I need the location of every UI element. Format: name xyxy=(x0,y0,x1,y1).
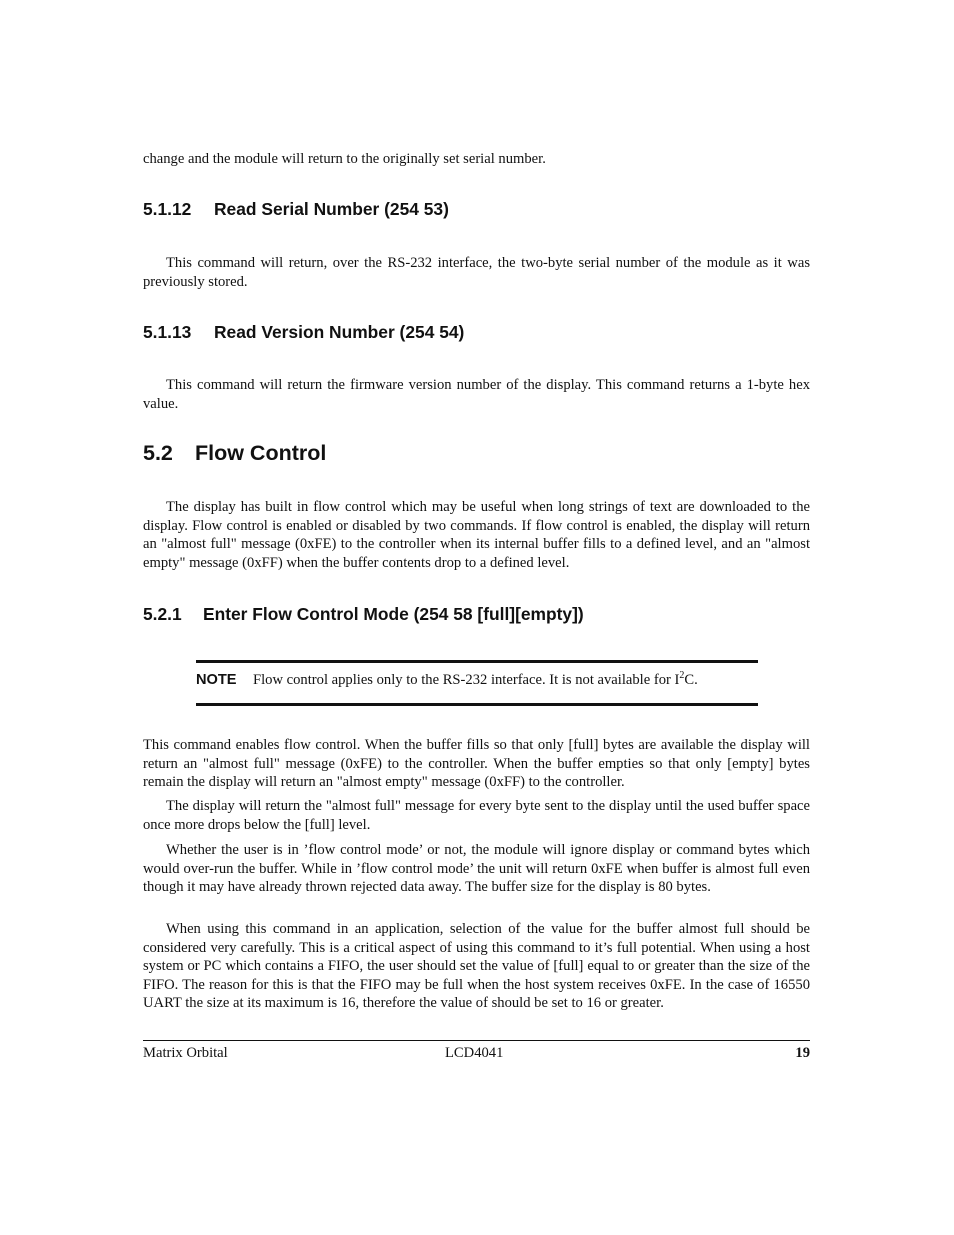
heading-number: 5.1.12 xyxy=(143,199,192,219)
paragraph-5-2-1-c: Whether the user is in ’flow control mode’ or not, the module will ignore display or command bytes which would over-run the buffer. While in ’flow control mode’ the unit will return 0xFE when buffer is almost full even though it may have already thrown rejected data away. The buffer size for the display is 80 bytes. xyxy=(143,842,810,896)
heading-number: 5.1.13 xyxy=(143,322,192,342)
note-label: NOTE xyxy=(196,672,237,688)
heading-title: Enter Flow Control Mode (254 58 [full][empty]) xyxy=(203,604,584,624)
paragraph-5-2-1-a: This command enables flow control. When the buffer fills so that only [full] bytes are available the display will return an "almost full" message (0xFE) to the controller. When the buffer empties so that only [empty] bytes remain the display will return an "almost empty" message (0xFF) to the controller. xyxy=(143,737,810,791)
note-text-pre: Flow control applies only to the RS-232 interface. It is not available for I xyxy=(253,672,680,688)
heading-5-1-13 xyxy=(143,322,464,343)
heading-5-1-12 xyxy=(143,199,449,220)
footer-rule xyxy=(143,1040,810,1041)
heading-number: 5.2 xyxy=(143,441,173,465)
heading-title: Read Serial Number (254 53) xyxy=(214,199,449,219)
paragraph-5-2: The display has built in flow control which may be useful when long strings of text are downloaded to the display. Flow control is enabled or disabled by two commands. If flow control is enabled, the display will return an "almost full" message (0xFE) to the controller when its internal buffer fills to a defined level, and an "almost empty" message (0xFF) when the buffer contents drop to a defined level. xyxy=(143,499,810,571)
heading-title: Read Version Number (254 54) xyxy=(214,322,465,342)
paragraph-5-1-12: This command will return, over the RS-232 interface, the two-byte serial number of the module as it was previously stored. xyxy=(143,255,810,290)
paragraph-5-2-1-d: When using this command in an application, selection of the value for the buffer almost full should be considered very carefully. This is a critical aspect of using this command to it’s full potential. When using a host system or PC which contains a FIFO, the user should set the value of [full] equal to or greater than the size of the FIFO. The reason for this is that the FIFO may be full when the host system receives 0xFE. In the case of 16550 UART the size at its maximum is 16, therefore the value of should be set to 16 or greater. xyxy=(143,921,810,1012)
paragraph-5-1-13: This command will return the firmware version number of the display. This command returns a 1-byte hex value. xyxy=(143,377,810,412)
heading-title: Flow Control xyxy=(195,441,327,465)
footer-center: LCD4041 xyxy=(445,1045,504,1061)
paragraph-5-2-1-b: The display will return the "almost full" message for every byte sent to the display until the used buffer space once more drops below the [full] level. xyxy=(143,798,810,833)
note-superscript: 2 xyxy=(679,670,685,682)
footer-page-number: 19 xyxy=(795,1045,810,1061)
note-text-post: C. xyxy=(684,672,698,688)
heading-number: 5.2.1 xyxy=(143,604,182,624)
footer-left: Matrix Orbital xyxy=(143,1045,228,1061)
intro-fragment: change and the module will return to the originally set serial number. xyxy=(143,151,546,167)
note-text xyxy=(253,672,698,689)
heading-5-2-1 xyxy=(143,604,584,625)
note-box xyxy=(196,660,758,706)
heading-5-2 xyxy=(143,441,326,466)
